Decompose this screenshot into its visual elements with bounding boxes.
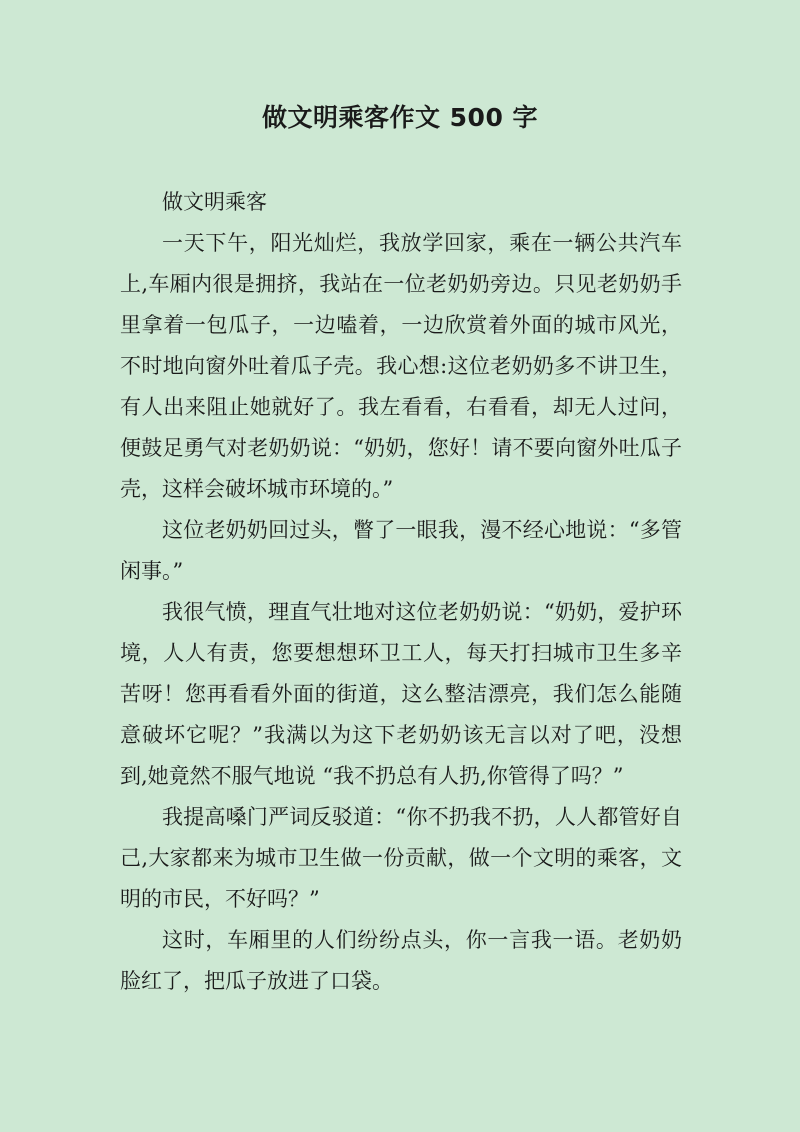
paragraph: 我提高嗓门严词反驳道：“你不扔我不扔，人人都管好自己,大家都来为城市卫生做一份贡献，做一个文明的乘客，文明的市民，不好吗？”: [120, 805, 682, 911]
paragraph: 我很气愤，理直气壮地对这位老奶奶说：“奶奶，爱护环境，人人有责，您要想想环卫工人，每天打扫城市卫生多辛苦呀！您再看看外面的街道，这么整洁漂亮，我们怎么能随意破坏它呢？”我满以为这下老奶奶该无言以对了吧，没想到,她竟然不服气地说 “我不扔总有人扔,你管得了吗？”: [120, 600, 682, 788]
paragraph: 这时，车厢里的人们纷纷点头，你一言我一语。老奶奶脸红了，把瓜子放进了口袋。: [120, 928, 682, 993]
paragraph: 一天下午，阳光灿烂，我放学回家，乘在一辆公共汽车上,车厢内很是拥挤，我站在一位老奶奶旁边。只见老奶奶手里拿着一包瓜子，一边嗑着，一边欣赏着外面的城市风光，不时地向窗外吐着瓜子壳。我心想:这位老奶奶多不讲卫生，有人出来阻止她就好了。我左看看，右看看，却无人过问，便鼓足勇气对老奶奶说：“奶奶，您好！请不要向窗外吐瓜子壳，这样会破坏城市环境的。”: [120, 231, 682, 501]
document-body: [120, 182, 682, 1002]
essay-subtitle: 做文明乘客: [162, 190, 267, 214]
paragraph: 这位老奶奶回过头，瞥了一眼我，漫不经心地说：“多管闲事。”: [120, 518, 682, 583]
document-title: 做文明乘客作文 500 字: [261, 103, 539, 132]
